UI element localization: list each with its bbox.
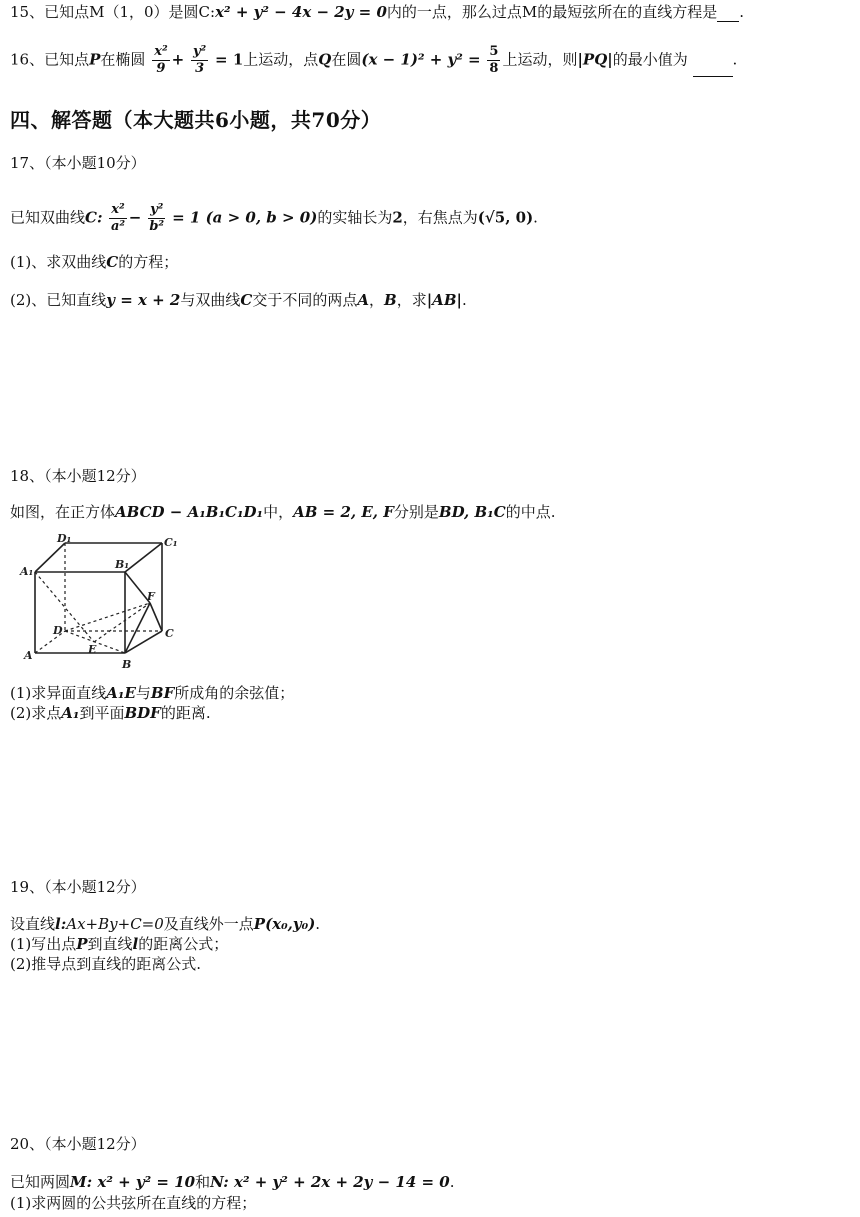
fraction-x2-9: $\frac{\text{x²}}{9}$ — [154, 44, 168, 76]
focus-coordinate: (√5, 0) — [477, 208, 534, 227]
question-18-heading: 18、（本小题12分） — [10, 467, 146, 485]
fraction-y2-3: $\frac{\text{y²}}{3}$ — [193, 44, 207, 76]
label-B: B — [122, 658, 132, 671]
question-16: 16、已知点P在椭圆 $\frac{\text{x²}}{9}$ + $\frac{\text{y²}}{3}$ = 1上运动，点Q在圆(x − 1)² + y² = $\frac{5}{8}$ 上运动，则|PQ|的最小值为 . — [10, 44, 738, 76]
question-17-part-1: (1)、求双曲线C的方程； — [10, 253, 179, 271]
label-D1: D₁ — [57, 532, 72, 545]
question-19-part-1: (1)写出点P到直线l的距离公式； — [10, 935, 229, 953]
question-17-part-2: (2)、已知直线y = x + 2与双曲线C交于不同的两点A，B，求|AB|. — [10, 291, 467, 309]
question-20-stem: 已知两圆M: x² + y² = 10和N: x² + y² + 2x + 2y − 14 = 0. — [10, 1173, 455, 1191]
label-B1: B₁ — [115, 558, 130, 571]
label-A: A — [24, 649, 33, 662]
circle-equation: x² + y² − 4x − 2y = 0 — [215, 3, 387, 21]
question-17-heading: 17、（本小题10分） — [10, 154, 146, 172]
label-C: C — [165, 627, 174, 640]
question-19-heading: 19、（本小题12分） — [10, 878, 146, 896]
label-E: E — [88, 643, 97, 656]
question-15: 15、已知点M（1，0）是圆C:x² + y² − 4x − 2y = 0内的一点，那么过点M的最短弦所在的直线方程是 . — [10, 3, 745, 21]
question-18-stem: 如图，在正方体ABCD − A₁B₁C₁D₁中，AB = 2, E, F分别是BD, B₁C的中点. — [10, 503, 556, 521]
answer-blank[interactable] — [717, 7, 739, 22]
question-18-part-2: (2)求点A₁到平面BDF的距离. — [10, 704, 211, 722]
label-F: F — [147, 590, 155, 603]
cube-diagram — [10, 528, 190, 678]
label-C1: C₁ — [164, 536, 178, 549]
circle-equation: (x − 1)² + y² = — [361, 50, 481, 69]
question-19-part-2: (2)推导点到直线的距离公式. — [10, 955, 202, 973]
section-title: 四、解答题（本大题共6小题，共70分） — [10, 108, 382, 132]
label-A1: A₁ — [20, 565, 34, 578]
question-17-stem: 已知双曲线C: $\frac{\text{x²}}{\text{a²}}$ − $\frac{\text{y²}}{\text{b²}}$ = 1 (a > 0, b > 0)的实轴长为2，右焦点为(√5, 0). — [10, 202, 538, 234]
question-20-part-1: (1)求两圆的公共弦所在直线的方程； — [10, 1194, 257, 1212]
question-20-heading: 20、（本小题12分） — [10, 1135, 146, 1153]
label-D: D — [53, 624, 63, 637]
question-18-part-1: (1)求异面直线A₁E与BF所成角的余弦值； — [10, 684, 295, 702]
question-19-stem: 设直线l:Ax+By+C=0及直线外一点P(x₀,y₀). — [10, 915, 321, 933]
fraction-5-8: $\frac{5}{8}$ — [489, 44, 499, 76]
answer-blank[interactable] — [693, 62, 733, 77]
